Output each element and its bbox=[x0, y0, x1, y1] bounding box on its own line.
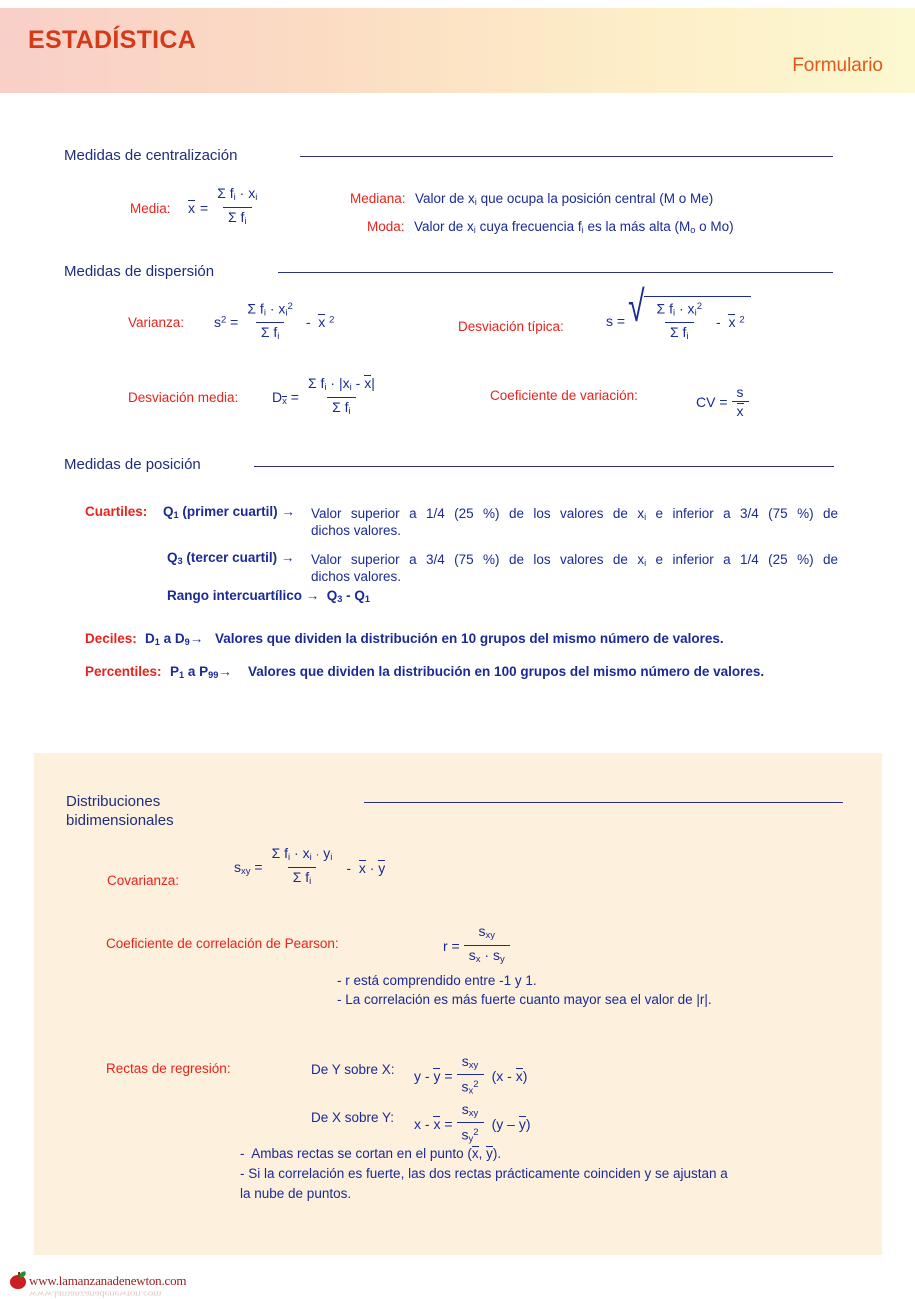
footer bbox=[10, 1272, 186, 1289]
range-percentiles: $P_1$ a $P_{99}\to$ bbox=[170, 664, 236, 681]
label-media: Media: bbox=[130, 201, 171, 216]
label-q1: $Q_1$ (primer cuartil) → bbox=[163, 504, 295, 521]
formula-recta-y-sobre-x: y - y = $\frac{s_{xy}}{s_x^2}$ (x - x) bbox=[414, 1053, 527, 1099]
label-desviacion-tipica: Desviación típica: bbox=[458, 319, 564, 334]
note-pearson-2: - La correlación es más fuerte cuanto mayor sea el valor de |r|. bbox=[337, 992, 712, 1007]
text-q3-cont: dichos valores. bbox=[311, 569, 402, 584]
label-recta-x-sobre-y: De X sobre Y: bbox=[311, 1110, 395, 1125]
label-recta-y-sobre-x: De Y sobre X: bbox=[311, 1062, 395, 1077]
section-heading-posicion: Medidas de posición bbox=[64, 456, 201, 473]
text-q1: Valor superior a 1/4 (25 %) de los valores de $x_i$ e inferior a 3/4 (75 %) de bbox=[311, 506, 838, 523]
footer-url-reflection: www.lamanzanadenewton.com bbox=[29, 1289, 162, 1299]
label-moda: Moda: bbox=[367, 219, 405, 234]
apple-logo-icon bbox=[10, 1272, 27, 1289]
formula-covarianza: $s_{xy}$ = $\frac{\Sigma f_i \cdot x_i \cdot y_i}{\Sigma f_i}$ - x · y bbox=[234, 845, 385, 890]
label-varianza: Varianza: bbox=[128, 315, 185, 330]
label-coeficiente-variacion: Coeficiente de variación: bbox=[490, 388, 638, 403]
label-mediana: Mediana: bbox=[350, 191, 406, 206]
page-header-banner bbox=[0, 8, 915, 93]
text-deciles: Valores que dividen la distribución en 10 grupos del mismo número de valores. bbox=[215, 631, 724, 646]
page-title: ESTADÍSTICA bbox=[28, 26, 197, 54]
section-heading-dispersion: Medidas de dispersión bbox=[64, 263, 215, 280]
page-subtitle: Formulario bbox=[792, 55, 883, 76]
note-pearson-1: - r está comprendido entre -1 y 1. bbox=[337, 973, 537, 988]
formula-pearson: r = $\frac{s_{xy}}{s_x \cdot s_y}$ bbox=[443, 923, 514, 968]
section-rule-centralizacion bbox=[300, 156, 833, 157]
label-rectas-regresion: Rectas de regresión: bbox=[106, 1061, 231, 1076]
text-moda: Valor de $x_i$ cuya frecuencia $f_i$ es la más alta ($M_o$ o Mo) bbox=[414, 219, 734, 236]
label-q3: $Q_3$ (tercer cuartil) → bbox=[167, 550, 295, 567]
footer-url[interactable]: www.lamanzanadenewton.com bbox=[29, 1272, 187, 1288]
label-cuartiles: Cuartiles: bbox=[85, 504, 148, 519]
section-rule-dispersion-line bbox=[278, 272, 833, 273]
note-rectas-2: - Si la correlación es fuerte, las dos rectas prácticamente coinciden y se ajustan a bbox=[240, 1166, 728, 1181]
label-rango-intercuartilico: Rango intercuartílico → $Q_3 - Q_1$ bbox=[167, 588, 370, 605]
formula-recta-x-sobre-y: x - x = $\frac{s_{xy}}{s_y^2}$ (y – y) bbox=[414, 1101, 531, 1147]
formula-coeficiente-variacion: CV = $\frac{s}{x}$ bbox=[696, 384, 753, 420]
section-heading-bidimensionales-line2: bidimensionales bbox=[66, 812, 174, 829]
text-q3: Valor superior a 3/4 (75 %) de los valores de $x_i$ e inferior a 1/4 (25 %) de bbox=[311, 552, 838, 569]
note-rectas-3: la nube de puntos. bbox=[240, 1186, 352, 1201]
section-rule-posicion bbox=[254, 466, 834, 467]
text-q1-cont: dichos valores. bbox=[311, 523, 402, 538]
label-percentiles: Percentiles: bbox=[85, 664, 162, 679]
label-desviacion-media: Desviación media: bbox=[128, 390, 239, 405]
note-rectas-1: - Ambas rectas se cortan en el punto (x, y). bbox=[240, 1146, 502, 1161]
label-pearson: Coeficiente de correlación de Pearson: bbox=[106, 936, 339, 951]
label-deciles: Deciles: bbox=[85, 631, 137, 646]
formula-desviacion-media: $D_x$ = $\frac{\Sigma f_i \cdot |x_i - x|}{\Sigma f_i}$ bbox=[272, 375, 384, 420]
section-heading-bidimensionales-line1: Distribuciones bbox=[66, 793, 161, 810]
section-heading-centralizacion: Medidas de centralización bbox=[64, 147, 238, 164]
formula-varianza: $s^2$ = $\frac{\Sigma f_i \cdot x_i^2}{\Sigma f_i}$ - x $^2$ bbox=[214, 299, 334, 345]
formula-desviacion-tipica: s = √ $\frac{\Sigma f_i \cdot x_i^2}{\Sigma f_i}$ - x $^2$ bbox=[606, 296, 751, 345]
range-deciles: $D_1$ a $D_9\to$ bbox=[145, 631, 207, 648]
label-covarianza: Covarianza: bbox=[107, 873, 180, 888]
text-mediana: Valor de $x_i$ que ocupa la posición central (M o Me) bbox=[415, 191, 714, 208]
formula-media: x = $\frac{\Sigma f_i \cdot x_i}{\Sigma f_i}$ bbox=[188, 185, 266, 230]
text-percentiles: Valores que dividen la distribución en 100 grupos del mismo número de valores. bbox=[248, 664, 765, 679]
section-rule-bidimensionales bbox=[364, 802, 843, 803]
